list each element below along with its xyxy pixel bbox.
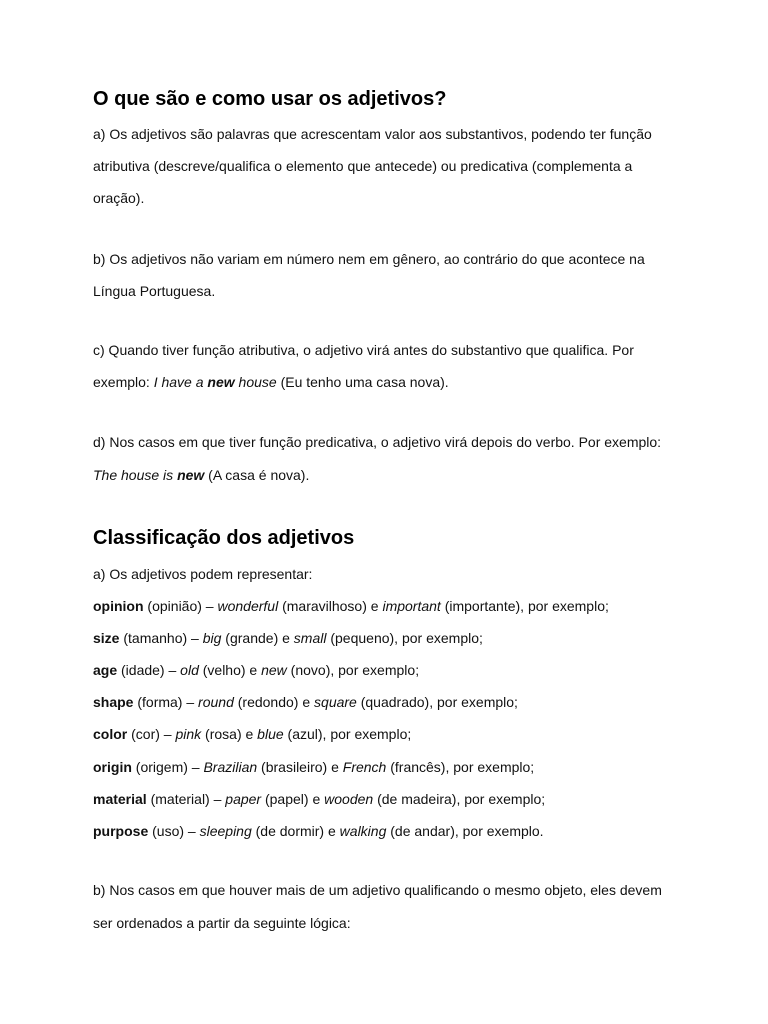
item-text: (papel) e [261,791,325,807]
example-adjective: pink [175,726,202,742]
item-text: (velho) e [198,662,262,678]
adjective-category-term: color [93,726,128,742]
list-item [93,725,411,743]
item-text: (uso) – [148,823,200,839]
paragraph-c-lead: exemplo: [93,374,154,390]
example-adjective: old [180,662,199,678]
item-text: (tamanho) – [119,630,203,646]
adjective-category-term: size [93,630,120,646]
example-adjective: square [314,694,357,710]
adjective-category-term: age [93,662,118,678]
item-text: (rosa) e [201,726,258,742]
example-italic: I have a [153,374,208,390]
paragraph-a-line-2: atributiva (descreve/qualifica o elemento que antecede) ou predicativa (complementa a [93,158,633,174]
item-text: (opinião) – [143,598,218,614]
paragraph-b-line-2: Língua Portuguesa. [93,283,216,299]
example-italic: The house is [93,467,178,483]
example-adjective: big [202,630,222,646]
item-text: (maravilhoso) e [278,598,383,614]
paragraph-b-line-1: b) Os adjetivos não variam em número nem em gênero, ao contrário do que acontece na [93,251,645,267]
example-adjective: paper [225,791,262,807]
adjective-category-term: shape [93,694,134,710]
item-text: (de madeira), por exemplo; [373,791,546,807]
item-text: (francês), por exemplo; [386,759,535,775]
section-title-classification: Classificação dos adjetivos [93,527,355,549]
list-item [93,790,545,808]
paragraph-d-line-2 [93,466,309,484]
paragraph-a-line-1: a) Os adjetivos são palavras que acrescentam valor aos substantivos, podendo ter função [93,126,652,142]
item-text: (grande) e [221,630,294,646]
example-adjective: wonderful [217,598,279,614]
paragraph-order-line-1: b) Nos casos em que houver mais de um adjetivo qualificando o mesmo objeto, eles devem [93,882,662,898]
adjective-category-term: material [93,791,147,807]
example-adjective: French [342,759,387,775]
item-text: (forma) – [133,694,199,710]
list-item [93,597,609,615]
example-adjective: round [198,694,234,710]
classification-intro: a) Os adjetivos podem representar: [93,566,313,582]
item-text: (redondo) e [233,694,315,710]
item-text: (material) – [146,791,226,807]
example-translation: (A casa é nova). [204,467,310,483]
paragraph-a-line-3: oração). [93,190,145,206]
list-item [93,629,483,647]
example-bold-adjective: new [177,467,205,483]
item-text: (importante), por exemplo; [440,598,609,614]
item-text: (cor) – [127,726,176,742]
item-text: (origem) – [131,759,204,775]
item-text: (pequeno), por exemplo; [326,630,483,646]
paragraph-d-line-1: d) Nos casos em que tiver função predicativa, o adjetivo virá depois do verbo. Por exemplo: [93,434,662,450]
paragraph-c-line-2 [93,373,449,391]
example-adjective: sleeping [199,823,252,839]
item-text: (azul), por exemplo; [283,726,412,742]
item-text: (novo), por exemplo; [286,662,420,678]
list-item [93,661,419,679]
paragraph-order-line-2: ser ordenados a partir da seguinte lógica: [93,915,351,931]
list-item [93,693,518,711]
item-text: (brasileiro) e [257,759,343,775]
paragraph-c-line-1: c) Quando tiver função atributiva, o adjetivo virá antes do substantivo que qualifica. Por [93,342,634,358]
list-item [93,758,534,776]
item-text: (de dormir) e [251,823,340,839]
section-title-adjectives: O que são e como usar os adjetivos? [93,88,447,110]
example-adjective: walking [339,823,387,839]
example-translation: (Eu tenho uma casa nova). [276,374,449,390]
example-adjective: important [382,598,441,614]
item-text: (idade) – [117,662,181,678]
adjective-category-term: origin [93,759,132,775]
example-adjective: Brazilian [203,759,258,775]
item-text: (de andar), por exemplo. [386,823,544,839]
example-italic: house [234,374,277,390]
adjective-category-term: opinion [93,598,144,614]
example-bold-adjective: new [207,374,235,390]
item-text: (quadrado), por exemplo; [356,694,518,710]
list-item [93,822,544,840]
example-adjective: new [261,662,287,678]
example-adjective: wooden [324,791,374,807]
example-adjective: blue [257,726,284,742]
example-adjective: small [293,630,327,646]
adjective-category-term: purpose [93,823,149,839]
